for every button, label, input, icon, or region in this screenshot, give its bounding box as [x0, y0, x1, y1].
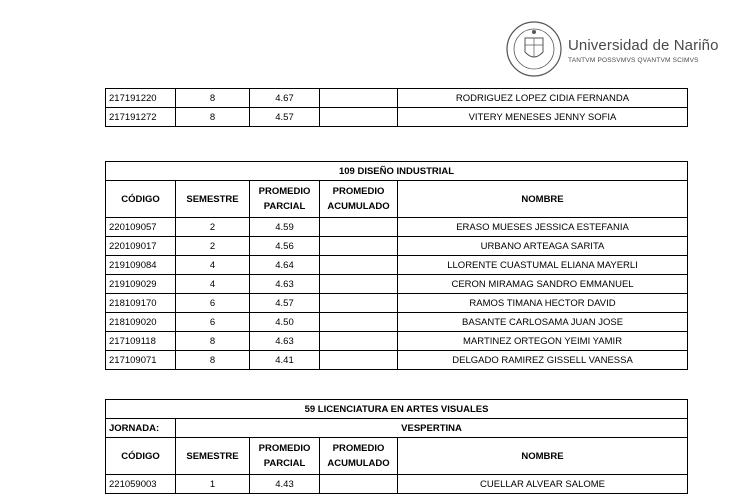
university-seal-icon [505, 20, 563, 78]
jornada-label: JORNADA: [106, 419, 176, 438]
table-row [106, 332, 688, 351]
diseno-industrial-table [105, 161, 688, 370]
program-title-row [106, 400, 688, 419]
codigo-cell: 217109071 [106, 351, 176, 370]
semestre-cell: 1 [176, 475, 250, 494]
nombre-cell: RAMOS TIMANA HECTOR DAVID [398, 294, 688, 313]
table-row [106, 89, 688, 108]
promedio-cell: 4.57 [250, 108, 320, 127]
nombre-cell: BASANTE CARLOSAMA JUAN JOSE [398, 313, 688, 332]
acumulado-cell [320, 237, 398, 256]
jornada-row [106, 419, 688, 438]
codigo-cell: 220109057 [106, 218, 176, 237]
semestre-cell: 4 [176, 275, 250, 294]
promedio-cell: 4.64 [250, 256, 320, 275]
nombre-cell: RODRIGUEZ LOPEZ CIDIA FERNANDA [398, 89, 688, 108]
semestre-cell: 6 [176, 294, 250, 313]
table-row [106, 313, 688, 332]
codigo-cell: 218109020 [106, 313, 176, 332]
nombre-cell: VITERY MENESES JENNY SOFIA [398, 108, 688, 127]
jornada-value: VESPERTINA [176, 419, 688, 438]
students-table-continued [105, 88, 688, 127]
nombre-cell: CERON MIRAMAG SANDRO EMMANUEL [398, 275, 688, 294]
header-semestre: SEMESTRE [176, 438, 250, 475]
semestre-cell: 4 [176, 256, 250, 275]
header-codigo: CÓDIGO [106, 181, 176, 218]
promedio-cell: 4.56 [250, 237, 320, 256]
header-promedio-acumulado: PROMEDIO ACUMULADO [320, 438, 398, 475]
acumulado-cell [320, 218, 398, 237]
table-row [106, 108, 688, 127]
semestre-cell: 8 [176, 89, 250, 108]
column-header-row [106, 438, 688, 475]
promedio-cell: 4.57 [250, 294, 320, 313]
university-name: Universidad de Nariño [568, 37, 719, 54]
nombre-cell: LLORENTE CUASTUMAL ELIANA MAYERLI [398, 256, 688, 275]
nombre-cell: ERASO MUESES JESSICA ESTEFANIA [398, 218, 688, 237]
codigo-cell: 217191220 [106, 89, 176, 108]
acumulado-cell [320, 294, 398, 313]
header-nombre: NOMBRE [398, 438, 688, 475]
codigo-cell: 219109084 [106, 256, 176, 275]
table-row [106, 351, 688, 370]
program-title: 59 LICENCIATURA EN ARTES VISUALES [106, 400, 688, 419]
artes-visuales-table [105, 399, 688, 494]
codigo-cell: 220109017 [106, 237, 176, 256]
promedio-cell: 4.50 [250, 313, 320, 332]
semestre-cell: 2 [176, 218, 250, 237]
column-header-row [106, 181, 688, 218]
codigo-cell: 217191272 [106, 108, 176, 127]
promedio-cell: 4.41 [250, 351, 320, 370]
program-title-row [106, 162, 688, 181]
table-row [106, 475, 688, 494]
nombre-cell: MARTINEZ ORTEGON YEIMI YAMIR [398, 332, 688, 351]
header-semestre: SEMESTRE [176, 181, 250, 218]
semestre-cell: 2 [176, 237, 250, 256]
codigo-cell: 218109170 [106, 294, 176, 313]
table-row [106, 294, 688, 313]
table-row [106, 237, 688, 256]
header-promedio-parcial: PROMEDIO PARCIAL [250, 181, 320, 218]
codigo-cell: 217109118 [106, 332, 176, 351]
codigo-cell: 221059003 [106, 475, 176, 494]
header-promedio-acumulado: PROMEDIO ACUMULADO [320, 181, 398, 218]
nombre-cell: DELGADO RAMIREZ GISSELL VANESSA [398, 351, 688, 370]
table-row [106, 275, 688, 294]
promedio-cell: 4.63 [250, 275, 320, 294]
semestre-cell: 8 [176, 108, 250, 127]
header-promedio-parcial: PROMEDIO PARCIAL [250, 438, 320, 475]
acumulado-cell [320, 351, 398, 370]
acumulado-cell [320, 475, 398, 494]
promedio-cell: 4.43 [250, 475, 320, 494]
university-motto: TANTVM POSSVMVS QVANTVM SCIMVS [568, 57, 699, 64]
university-logo [505, 20, 719, 80]
semestre-cell: 6 [176, 313, 250, 332]
promedio-cell: 4.67 [250, 89, 320, 108]
promedio-cell: 4.59 [250, 218, 320, 237]
acumulado-cell [320, 275, 398, 294]
table-row [106, 218, 688, 237]
header-codigo: CÓDIGO [106, 438, 176, 475]
nombre-cell: CUELLAR ALVEAR SALOME [398, 475, 688, 494]
semestre-cell: 8 [176, 332, 250, 351]
codigo-cell: 219109029 [106, 275, 176, 294]
promedio-cell: 4.63 [250, 332, 320, 351]
nombre-cell: URBANO ARTEAGA SARITA [398, 237, 688, 256]
semestre-cell: 8 [176, 351, 250, 370]
acumulado-cell [320, 108, 398, 127]
acumulado-cell [320, 313, 398, 332]
acumulado-cell [320, 332, 398, 351]
table-row [106, 256, 688, 275]
acumulado-cell [320, 256, 398, 275]
header-nombre: NOMBRE [398, 181, 688, 218]
acumulado-cell [320, 89, 398, 108]
program-title: 109 DISEÑO INDUSTRIAL [106, 162, 688, 181]
